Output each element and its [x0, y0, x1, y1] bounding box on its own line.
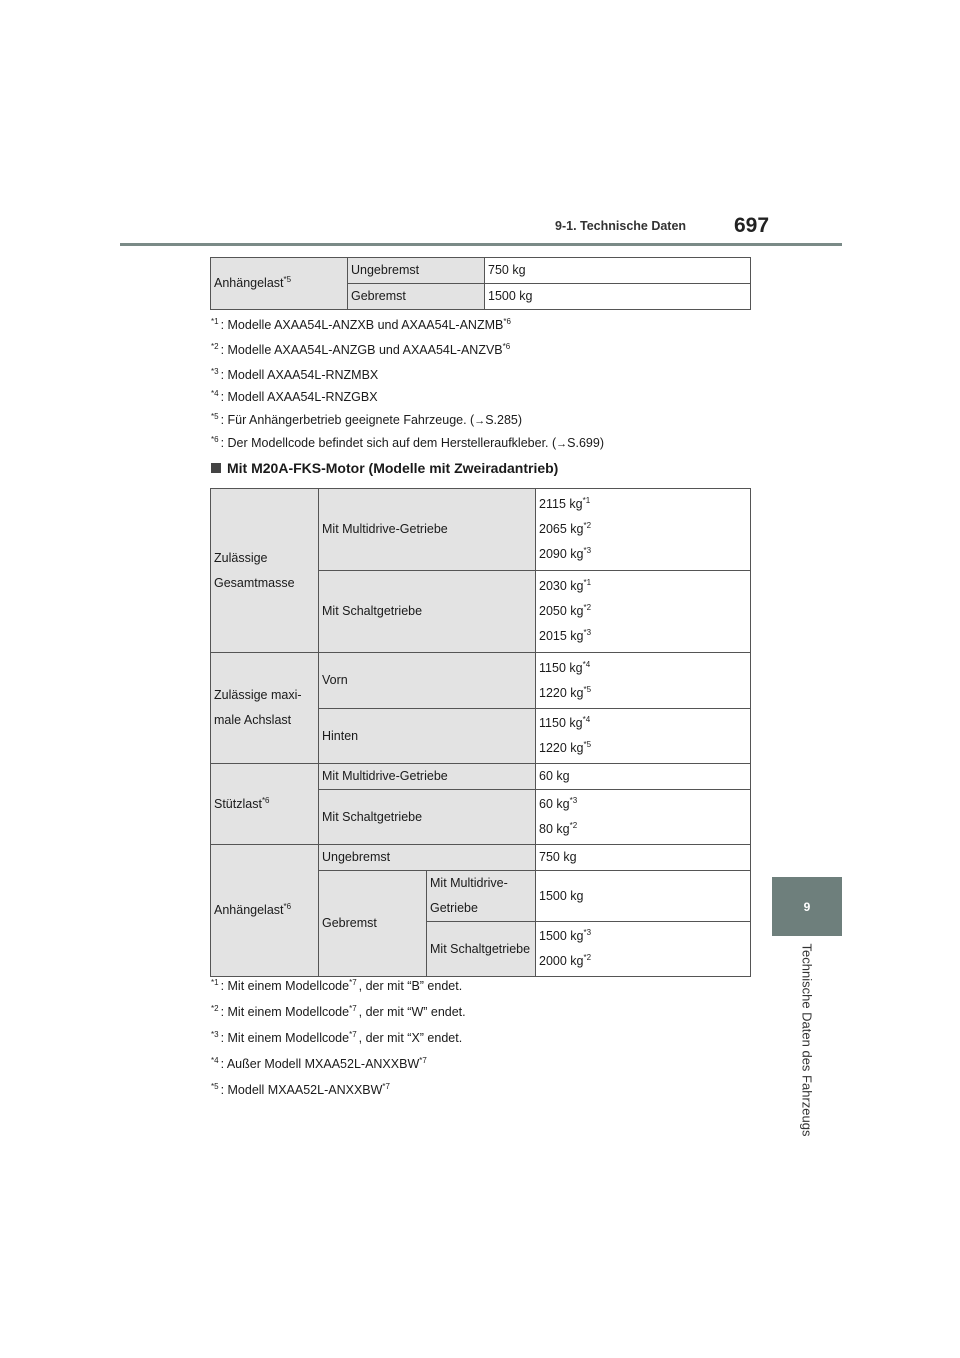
- footnote: $^{*3}$ : Modell AXAA54L-RNZMBX: [211, 367, 379, 382]
- footnote: $^{*2}$ : Modelle AXAA54L-ANZGB und AXAA54L-ANZVB$^{*6}$: [211, 342, 511, 357]
- gross-weight-label: Zulässige Gesamtmasse: [211, 489, 319, 653]
- multidrive-label: Mit Multidrive-Getriebe: [319, 489, 536, 571]
- manual-label: Mit Schaltgetriebe: [319, 571, 536, 653]
- footnote: $^{*5}$ : Modell MXAA52L-ANXXBW$^{*7}$: [211, 1082, 390, 1097]
- braked-manual-label: Mit Schaltgetriebe: [427, 922, 536, 977]
- square-bullet-icon: [211, 463, 221, 473]
- section-title: 9-1. Technische Daten: [555, 219, 687, 233]
- front-values: 1150 $kg^{*4}$ 1220 $kg^{*5}$: [536, 653, 751, 709]
- braked-value: 1500 kg: [485, 284, 751, 310]
- top-trailer-table: [210, 257, 751, 310]
- page-reference[interactable]: S.285): [485, 413, 523, 427]
- footnote: $^{*1}$ : Modelle AXAA54L-ANZXB und AXAA54L-ANZMB$^{*6}$: [211, 317, 511, 332]
- braked-label: Gebremst: [348, 284, 485, 310]
- rear-values: 1150 $kg^{*4}$ 1220 $kg^{*5}$: [536, 709, 751, 764]
- arrow-right-icon: →: [556, 438, 568, 450]
- axle-load-label: Zulässige maxi- male Achslast: [211, 653, 319, 764]
- footnote: $^{*6}$ : Der Modellcode befindet sich auf dem Herstelleraufkleber. (→S.699): [211, 435, 604, 450]
- footnote: $^{*5}$ : Für Anhängerbetrieb geeignete Fahrzeuge. (→S.285): [211, 412, 523, 427]
- braked-multidrive-label: Mit Multidrive- Getriebe: [427, 871, 536, 922]
- footnote: $^{*4}$ : Modell AXAA54L-RNZGBX: [211, 389, 378, 404]
- braked-label: Gebremst: [319, 871, 427, 977]
- chapter-number: 9: [803, 899, 811, 914]
- gross-manual-values: 2030 $kg^{*1}$ 2050 $kg^{*2}$ 2015 $kg^{*3}$: [536, 571, 751, 653]
- footnote: $^{*4}$ : Außer Modell MXAA52L-ANXXBW$^{*7}$: [211, 1056, 427, 1071]
- header-rule: [120, 243, 842, 246]
- page-number: 697: [734, 214, 770, 237]
- gross-multidrive-values: 2115 $kg^{*1}$ 2065 $kg^{*2}$ 2090 $kg^{*3}$: [536, 489, 751, 571]
- braked-manual-values: 1500 $kg^{*3}$ 2000 $kg^{*2}$: [536, 922, 751, 977]
- trailer-load-label: Anhängelast$^{*5}$: [211, 258, 348, 310]
- braked-multidrive-value: 1500 kg: [536, 871, 751, 922]
- tongue-load-label: Stützlast$^{*6}$: [211, 764, 319, 845]
- footnote: $^{*1}$ : Mit einem Modellcode$^{*7}$ , der mit “B” endet.: [211, 978, 463, 993]
- unbraked-label: Ungebremst: [319, 845, 536, 871]
- tongue-manual-values: 60 $kg^{*3}$ 80 $kg^{*2}$: [536, 790, 751, 845]
- chapter-tab[interactable]: [772, 877, 842, 936]
- arrow-right-icon: →: [474, 415, 486, 427]
- tongue-manual-label: Mit Schaltgetriebe: [319, 790, 536, 845]
- weights-table: [210, 488, 751, 977]
- tongue-multidrive-label: Mit Multidrive-Getriebe: [319, 764, 536, 790]
- footnote: $^{*3}$ : Mit einem Modellcode$^{*7}$ , der mit “X” endet.: [211, 1030, 463, 1045]
- front-label: Vorn: [319, 653, 536, 709]
- unbraked-value: 750 kg: [536, 845, 751, 871]
- chapter-title: Technische Daten des Fahrzeugs: [799, 943, 815, 1137]
- trailer-load-label: Anhängelast$^{*6}$: [211, 845, 319, 977]
- unbraked-label: Ungebremst: [348, 258, 485, 284]
- tongue-multidrive-value: 60 kg: [536, 764, 751, 790]
- rear-label: Hinten: [319, 709, 536, 764]
- footnote: $^{*2}$ : Mit einem Modellcode$^{*7}$ , der mit “W” endet.: [211, 1004, 466, 1019]
- page-reference[interactable]: S.699): [567, 436, 604, 450]
- unbraked-value: 750 kg: [485, 258, 751, 284]
- section-heading: Mit M20A-FKS-Motor (Modelle mit Zweiradantrieb): [211, 460, 558, 476]
